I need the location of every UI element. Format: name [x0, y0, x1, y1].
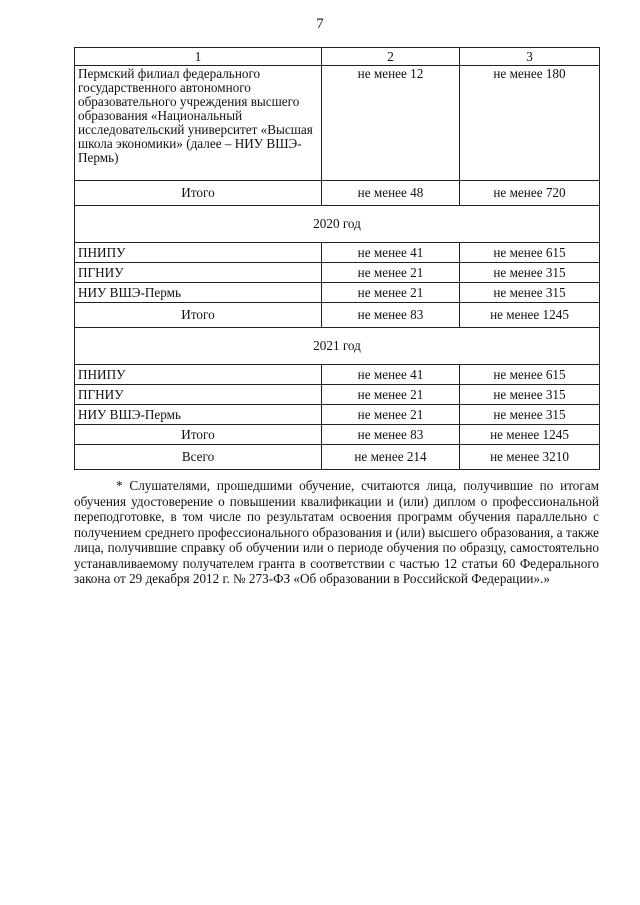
value-cell: не менее 615 [460, 243, 600, 263]
grand-total-row [75, 445, 600, 470]
year-cell: 2020 год [75, 206, 600, 243]
total-label-cell: Итого [75, 425, 322, 445]
header-cell: 2 [322, 48, 460, 66]
org-name-cell: ПНИПУ [75, 365, 322, 385]
value-cell: не менее 1245 [460, 425, 600, 445]
value-cell: не менее 180 [460, 66, 600, 181]
value-cell: не менее 214 [322, 445, 460, 470]
table-header-row [75, 48, 600, 66]
value-cell: не менее 21 [322, 283, 460, 303]
year-row [75, 206, 600, 243]
value-cell: не менее 41 [322, 365, 460, 385]
table-row [75, 405, 600, 425]
value-cell: не менее 12 [322, 66, 460, 181]
footnote [74, 478, 599, 587]
org-name-cell: НИУ ВШЭ-Пермь [75, 283, 322, 303]
value-cell: не менее 48 [322, 181, 460, 206]
org-name-cell: НИУ ВШЭ-Пермь [75, 405, 322, 425]
value-cell: не менее 21 [322, 405, 460, 425]
year-row [75, 328, 600, 365]
page-number: 7 [316, 16, 324, 32]
value-cell: не менее 1245 [460, 303, 600, 328]
value-cell: не менее 315 [460, 385, 600, 405]
total-label-cell: Итого [75, 303, 322, 328]
value-cell: не менее 41 [322, 243, 460, 263]
value-cell: не менее 315 [460, 283, 600, 303]
table-row [75, 263, 600, 283]
total-row [75, 181, 600, 206]
org-name-cell: ПНИПУ [75, 243, 322, 263]
year-cell: 2021 год [75, 328, 600, 365]
org-name-cell: Пермский филиал федерального государственного автономного образовательного учреждения высшего образования «Национальный исследовательский университет «Высшая школа экономики» (далее – НИУ ВШЭ-Пермь) [75, 66, 322, 181]
footnote-text: * Слушателями, прошедшими обучение, считаются лица, получившие по итогам обучения удостоверение о повышении квалификации и (или) диплом о профессиональной переподготовке, в том числе по результатам освоения программ обучения параллельно с получением среднего профессионального образования и (или) высшего образования, а также лица, получившие справку об обучении или о периоде обучения по образцу, самостоятельно устанавливаемому получателем гранта в соответствии с частью 12 статьи 60 Федерального закона от 29 декабря 2012 г. № 273-ФЗ «Об образовании в Российской Федерации».» [74, 478, 599, 586]
header-cell: 3 [460, 48, 600, 66]
value-cell: не менее 3210 [460, 445, 600, 470]
value-cell: не менее 21 [322, 263, 460, 283]
value-cell: не менее 315 [460, 405, 600, 425]
header-cell: 1 [75, 48, 322, 66]
value-cell: не менее 720 [460, 181, 600, 206]
value-cell: не менее 83 [322, 303, 460, 328]
value-cell: не менее 615 [460, 365, 600, 385]
enrollment-table [74, 47, 600, 470]
org-name-cell: ПГНИУ [75, 385, 322, 405]
value-cell: не менее 315 [460, 263, 600, 283]
total-label-cell: Всего [75, 445, 322, 470]
table-row [75, 283, 600, 303]
org-name-cell: ПГНИУ [75, 263, 322, 283]
table-row [75, 365, 600, 385]
table-row [75, 243, 600, 263]
value-cell: не менее 21 [322, 385, 460, 405]
total-row [75, 425, 600, 445]
total-row [75, 303, 600, 328]
table-row [75, 385, 600, 405]
total-label-cell: Итого [75, 181, 322, 206]
table-row [75, 66, 600, 181]
value-cell: не менее 83 [322, 425, 460, 445]
